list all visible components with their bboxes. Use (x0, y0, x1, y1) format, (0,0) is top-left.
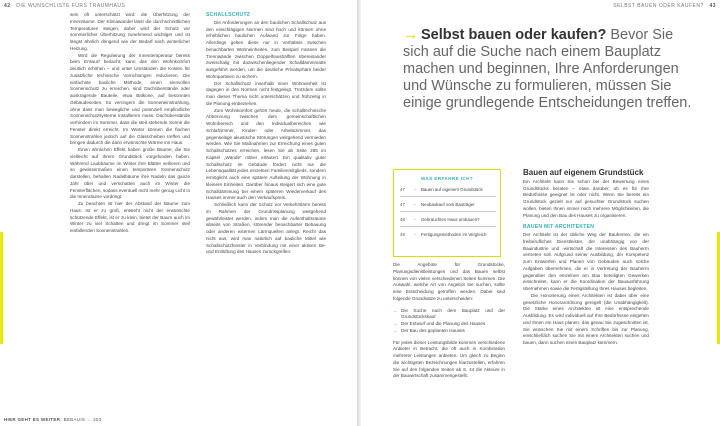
info-box-title: WAS ERFAHRE ICH? (394, 167, 500, 185)
info-box-item[interactable] (400, 227, 496, 241)
arrow-right-icon: → (86, 417, 92, 422)
left-page-number: 42 (4, 3, 11, 9)
section-title-bauen-eigenes-grundstueck: Bauen auf eigenem Grundstück (523, 168, 644, 177)
bullet-item: → Der Bau des geplanten Hauses (393, 327, 465, 333)
info-box-item[interactable] (400, 197, 496, 212)
left-footer (4, 417, 102, 422)
info-box-label: Neubaukauf vom Bauträger (421, 201, 475, 207)
arrow-right-icon: → (403, 26, 418, 43)
info-box-page: 48 (400, 216, 405, 222)
arrow-right-icon: → (393, 327, 398, 333)
footer-page: 203 (93, 417, 102, 422)
right-column-1 (393, 262, 505, 380)
paragraph: Die Anforderungen an den baulichen Schallschutz aus den einschlägigen Normen sind hoch und können ohne erheblichen baulichen Aufwand zur Folge haben. Allerdings gelten diese nur in Verhältnis zwischen benachbarten Wohneinheiten, zum Beispiel müssen die Trennwände zwischen Doppelhaushälften übereinander zweischalig mit dazwischenliegender Schalldämmmatte ausgeführt werden, um die deutliche Privatsphäre beider Wohnparteien zu sichern. (206, 19, 326, 79)
left-running-head (4, 3, 125, 9)
footer-label: HIER GEHT ES WEITER: (4, 417, 63, 422)
bullet-item: → Der Entwurf und die Planung des Hauses (393, 321, 486, 326)
info-box (393, 169, 501, 257)
paragraph: Schließlich kann der Schutz vor Verkehrslärm bereits im Rahmen der Grundrissplanung weitgehend gewährleistet werden, indem man die Aufenthaltsräume abseits von Straßen, störender benachbarter Bebauung oder anderen externen Lärmquellen anlegt. Reicht das nicht aus, wird man natürlich auf bauliche Mittel wie Schallschutzfenster in Verbindung mit einer aktiven Be- und Entlüftung des Hauses zurückgreifen. (206, 202, 326, 255)
right-running-head (613, 3, 716, 9)
info-box-page: 47 (400, 186, 405, 192)
bullet-list (393, 308, 505, 335)
paragraph: sein oft unterschätzt wird: die Überhitzung der Innenräume. Der Klimawandel lässt die durchschnittlichen Temperaturen steigen, daher wird der Schutz vor sommerlicher Überhitzung zunehmend wichtiger und ist längst ähnlich dringend wie der Bedarf nach winterlicher Heizung. (70, 12, 190, 51)
info-box-label: Gebrauchtes Haus umbauen? (421, 216, 480, 222)
bullet-item: → Die Suche nach dem Bauplatz und der Grundstückskauf (393, 307, 505, 320)
left-running-head-text: DIE WUNSCHLISTE FÜRS TRAUMHAUS (16, 3, 126, 9)
paragraph: Wird die Regulierung der Innentemperatur bereits beim Entwurf bedacht, kann das den Wohnkomfort deutlich erhöhen – und unter Umständen die Kosten für zusätzliche technische Vorrichtungen reduzieren. Die einfachste bauliche Methode, einen sinnvollen Sonnenschutz zu erreichen, sind Dachüberstände oder auskragende Bauteile, etwa Balkone, auf besonnten Gebäudeseiten. So verringern die Sonneneinstrahlung, ohne dass man bewegliche und potenziell empfindliche Sonnenschutzsysteme installieren muss. Dachüberstände verhindern im Sommer, dass die steil stehende Sonne die Fenster direkt erreicht. Im Winter können die flachen Sonnenstrahlen jedoch auf die Glasscheiben treffen und bringen dadurch die dann erwünschte Wärme ins Haus. (70, 52, 190, 146)
paragraph: Für jedes dieser Leistungsbilde kommen verschiedene Anbieter in Betracht, die oft auch in Kombination mehrerer Leistungen anbieten. Um gleich zu Beginn die wichtigsten Bezeichnungen klarzustellen, erfahren Sie auf den folgenden Seiten ab S. 44 die Akteure in der Bauwirtschaft zusammengestellt. (393, 339, 505, 379)
left-column-1 (70, 12, 190, 235)
info-box-list (400, 182, 496, 241)
info-box-item[interactable] (400, 212, 496, 227)
info-box-item[interactable] (400, 182, 496, 197)
intro-rest: Bevor Sie sich auf die Suche nach einem Bauplatz machen und beginnen, Ihre Anforderungen und Wünsche zu formulieren, müssen Sie einige grundlegende Entscheidungen treffen. (403, 27, 692, 111)
left-column-2 (206, 12, 326, 256)
arrow-right-icon: → (393, 321, 398, 326)
right-page (361, 0, 720, 426)
paragraph: Die Honorierung eines Architekten ist dabei über eine gesetzliche Honorarordnung geregelt (die Unabhängigkeit). Die Stärke eines Architekten ist eine entsprechende Ausbildung. Es wird individuell auf Ihre Bedürfnisse eingehen und Ihnen ein Haus planen, das genau Sie zugeschnitten ist. Sie wünschen Sie mit einem Schriften bis zur Planung, einschließlich suchen Sie mit einem Architekten suchen und bauen, dann suchen einen Bauplatz kümmern. (523, 292, 649, 345)
arrow-right-icon: → (393, 307, 398, 313)
intro-lead: Selbst bauen oder kaufen? (421, 27, 607, 43)
left-yellow-bar (0, 232, 3, 344)
section-title-bauen-mit-architekten: BAUEN MIT ARCHITEKTEN (523, 224, 595, 231)
paragraph: Der Schallschutz innerhalb einer Wohneinheit ist dagegen in den Normen nicht festgelegt. Trotzdem sollte man dieses Thema nicht unterschätzen und frühzeitig in die Planung einbeziehen. (206, 80, 326, 106)
right-running-head-text: SELBST BAUEN ODER KAUFEN? (613, 3, 704, 9)
paragraph: Einen ähnlichen Effekt haben große Bäume, die Sie vielleicht auf Ihrem Grundstück vorgefunden haben. Während Laubbäume im Winter ihre Blätter verlieren und so gewissermaßen einen temporären Sonnenschutz darstellen, behalten Nadelbäume ihre Nadeln das ganze Jahr über und verschatten auch im Winter die Fensterflächen, sodass eventuell nicht mehr genug Licht in die Innenräume vordringt. (70, 147, 190, 200)
paragraph: Zu beachten ist hier der Abstand der Bäume zum Haus: Ist er zu groß, entsteht nicht der erwünschte schützende Effekt, ist er zu klein, bietet der Baum auch im Winter zu viel Schatten und dringt im Sommer steil einfallenden Sonnenstrahlen. (70, 201, 190, 233)
right-column-2 (523, 170, 649, 347)
arrow-right-icon: → (412, 201, 417, 207)
info-box-label: Bauen auf eigenem Grundstück (421, 186, 483, 192)
paragraph: Die Angebote für Grundstücke, Planungsdienstleistungen und das Bauen selbst können von vielen verschiedenen Seiten kommen. Die Auswahl, welche Art von Angebot Sie suchen, sollte eine Entscheidung getroffen werden. Dabei sind folgende Grundsätze zu unterscheiden: (393, 262, 505, 301)
arrow-right-icon: → (412, 216, 417, 222)
paragraph: Zum Wohnkomfort gehört heute, die schalltechnische Abtrennung zwischen dem gemeinschaftlichen Wohnbereich und den Individualbereichen wie Schlafzimmer, Kinder- oder Arbeitszimmer, das gegenseitige akustische Störungen weitgehend vermieden werden. Wie Sie Maßnahmen zur Erreichung eines guten Schallschutzes erreichen, lesen Sie ab Seite 285 im Kapitel „Wände“ näher erläutert. Ein qualitativ guter Schallschutz im Gebäude fördert nicht nur die Lebensqualität jedes einzelnen Familienmitglieds, sondern ermöglicht auch eine spätere Aufteilung der Wohnung in kleinere Einheiten. Darüber hinaus steigert sich eine gute Schalldämmung bei einem späteren Wiederverkauf des Hauses immer auch den Verkaufspreis. (206, 107, 326, 201)
right-page-number: 43 (709, 3, 716, 9)
paragraph: Ein Architekt kann Sie schon bei der Bewertung eines Grundstücks beraten – etwa darüber, ob es für Ihre Bedürfnisse geeignet ist oder nicht. Wenn Sie bereits ein Grundstück gezielt nur auf gesuchter Grundstück suchen wollen, bieten Ihnen immer noch mehrere Möglichkeiten, die Planung und den Bau des Hauses zu organisieren. (523, 178, 649, 218)
footer-topic: BEBAUIS (63, 417, 86, 422)
arrow-right-icon: → (412, 231, 417, 237)
paragraph: Der Architekt ist der übliche Weg der Bauherren, die ein freiberufliches Dienstleister, der unabhängig von der Bauindustrie und -wirtschaft die Interessen des Bauherrn vertreten soll. Aufgrund seiner Ausbildung, der Kompetenz zum Entwerfen und Planen von Gebäuden auch solche Aufgaben übernehmen, die er in Vertretung der Bauherrn gegenüber den einzelnen am Bau beteiligten Gewerken einschreitet, kann er die Koordination der Bauausführung übernehmen sowie die Fertigstellung Ihres Hauses begleiten. (523, 232, 649, 291)
left-page (0, 0, 357, 426)
section-title-schallschutz: SCHALLSCHUTZ (206, 12, 251, 18)
arrow-right-icon: → (412, 186, 417, 192)
info-box-page: 47 (400, 201, 405, 207)
info-box-label: Fertigungsmethoden im Vergleich (421, 231, 487, 237)
info-box-page: 49 (400, 231, 405, 237)
intro-text (403, 26, 703, 112)
